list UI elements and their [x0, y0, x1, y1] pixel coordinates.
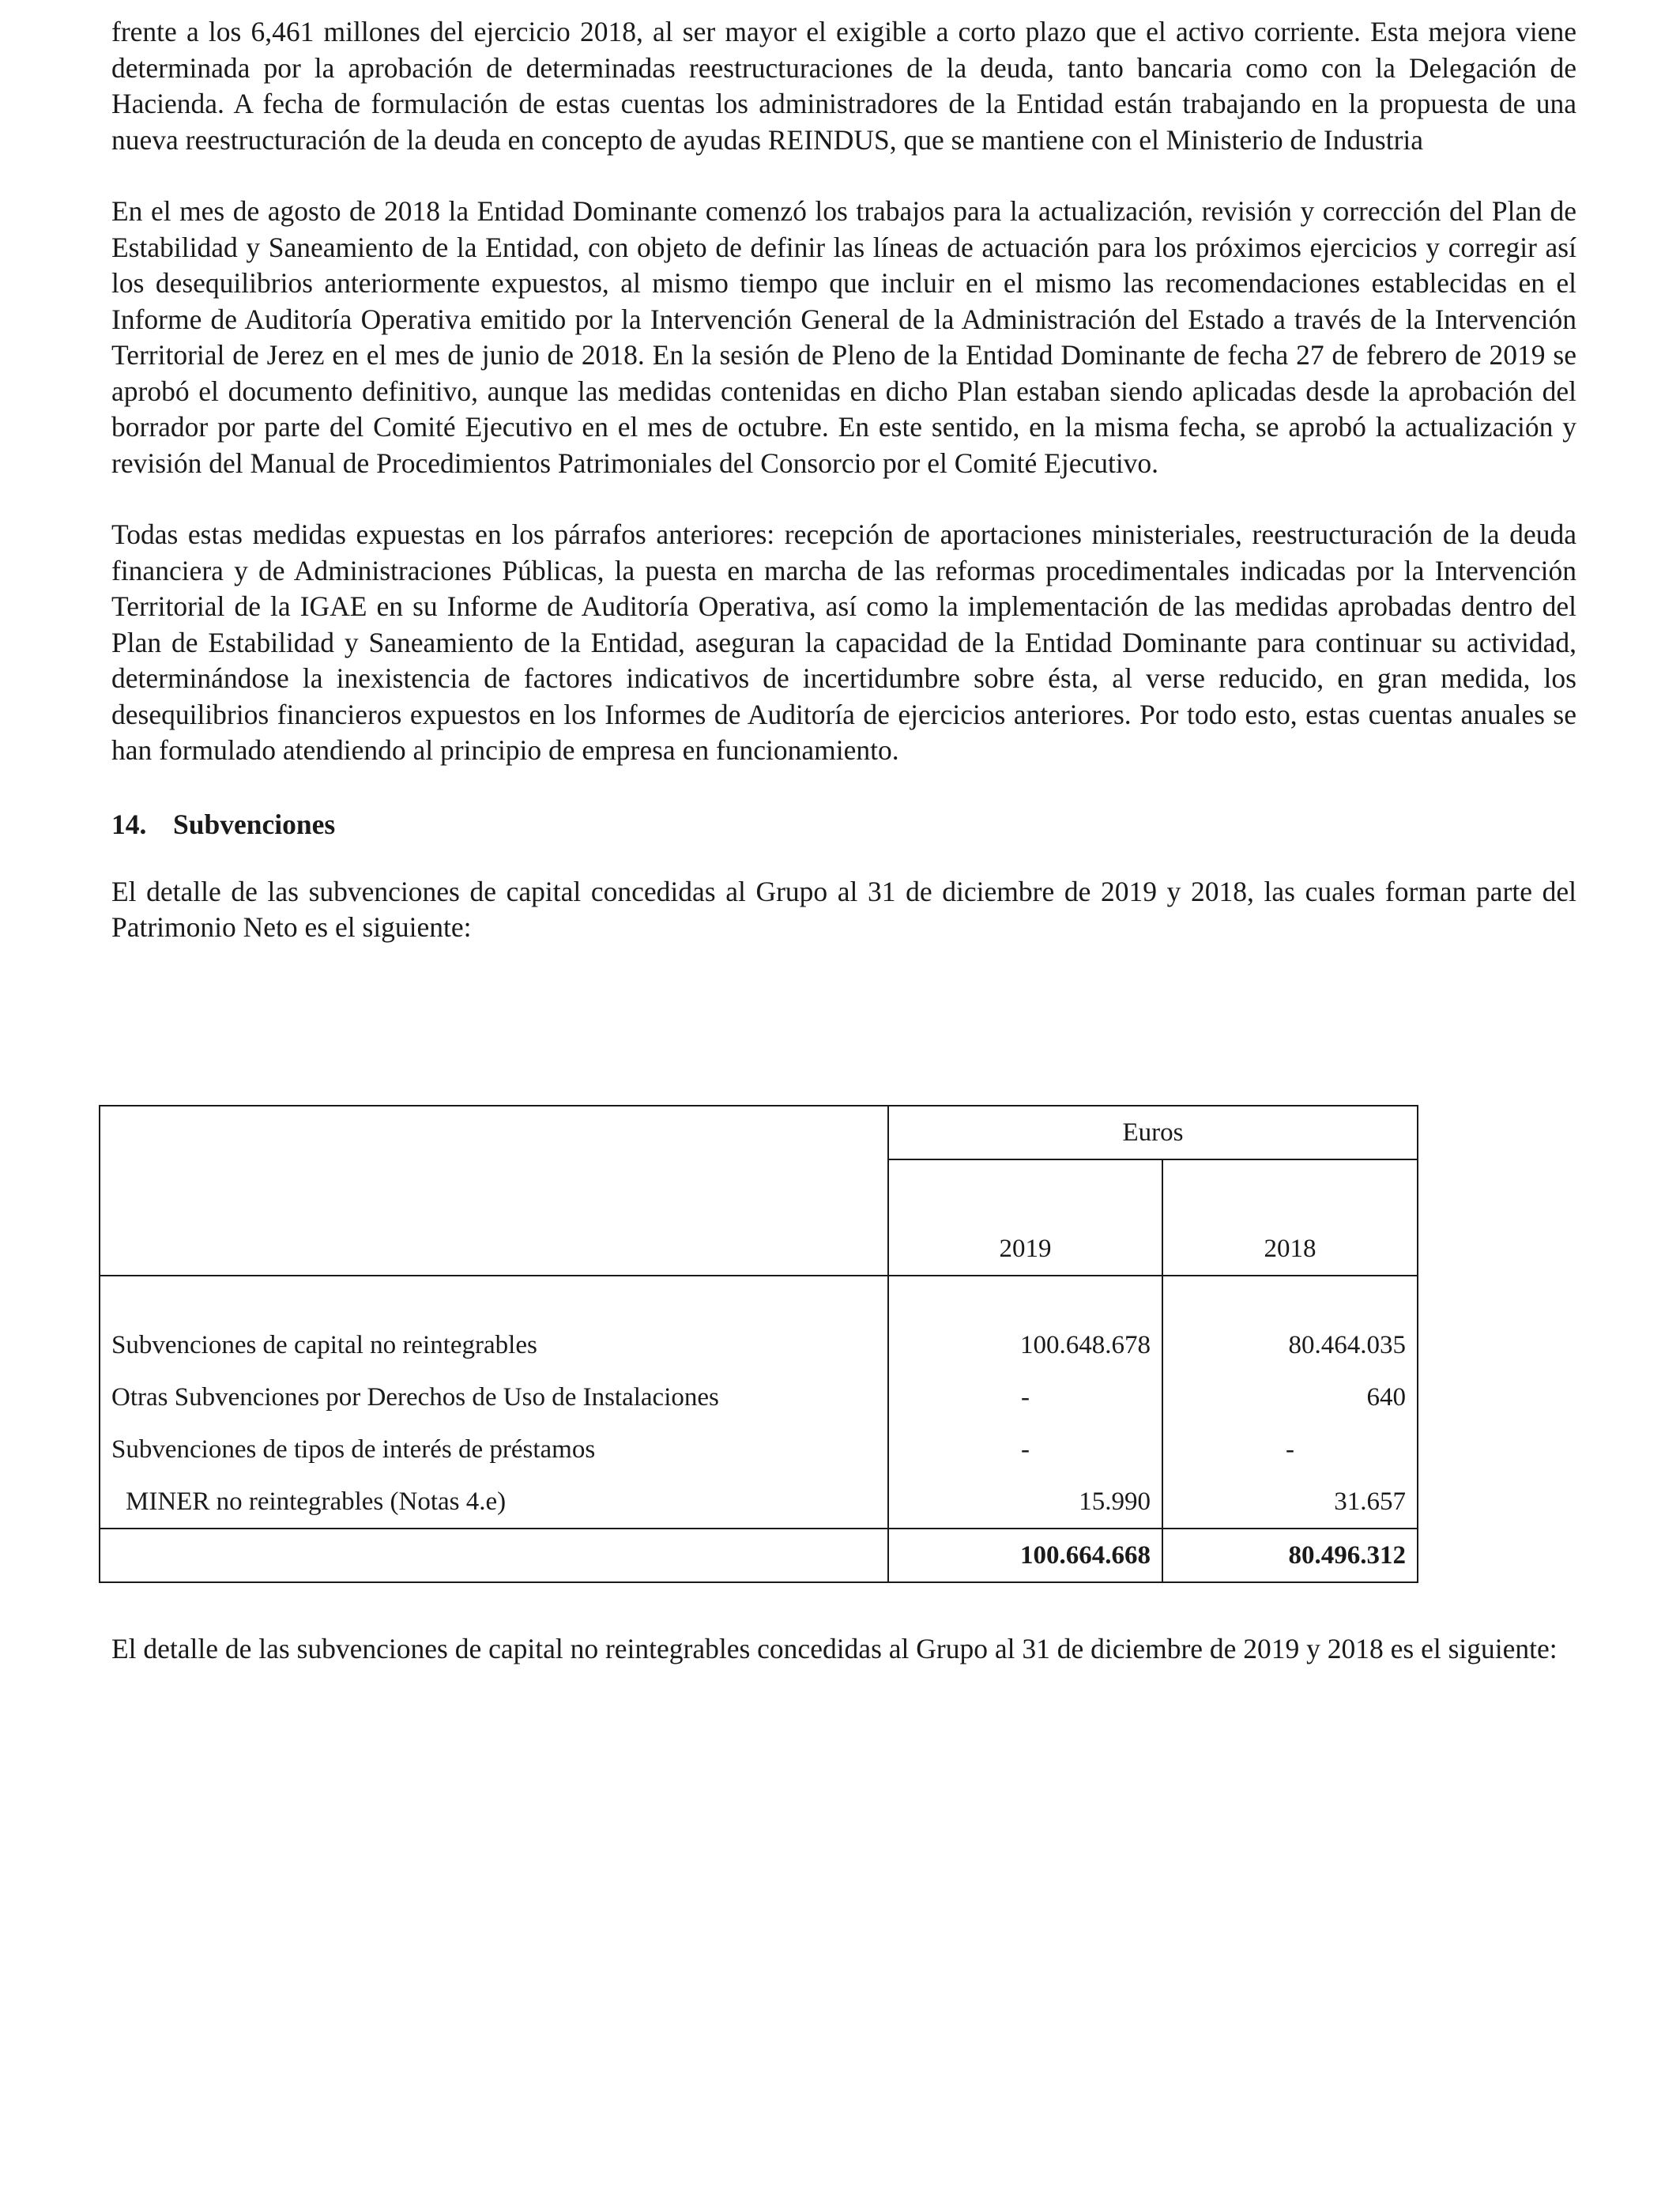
row-label: Otras Subvenciones por Derechos de Uso de Instalaciones: [100, 1371, 888, 1423]
paragraph-working-capital: frente a los 6,461 millones del ejercicio 2018, al ser mayor el exigible a corto plazo que el activo corriente. Esta mejora viene determinada por la aprobación de determinadas reestructuraciones de la deuda, tanto bancaria como con la Delegación de Hacienda. A fecha de formulación de estas cuentas los administradores de la Entidad están trabajando en la propuesta de una nueva reestructuración de la deuda en concepto de ayudas REINDUS, que se mantiene con el Ministerio de Industria: [111, 16, 1576, 156]
total-2019: 100.664.668: [888, 1529, 1162, 1582]
row-label: Subvenciones de tipos de interés de préstamos: [100, 1423, 888, 1476]
row-value-2018: -: [1162, 1423, 1418, 1476]
row-value-2018: 31.657: [1162, 1476, 1418, 1529]
paragraph-stability-plan: En el mes de agosto de 2018 la Entidad Dominante comenzó los trabajos para la actualización, revisión y corrección del Plan de Estabilidad y Saneamiento de la Entidad, con objeto de definir las líneas de actuación para los próximos ejercicios y corregir así los desequilibrios anteriormente expuestos, al mismo tiempo que incluir en el mismo las recomendaciones establecidas en el Informe de Auditoría Operativa emitido por la Intervención General de la Administración del Estado a través de la Intervención Territorial de Jerez en el mes de junio de 2018. En la sesión de Pleno de la Entidad Dominante de fecha 27 de febrero de 2019 se aprobó el documento definitivo, aunque las medidas contenidas en dicho Plan estaban siendo aplicadas desde la aprobación del borrador por parte del Comité Ejecutivo en el mes de octubre. En este sentido, en la misma fecha, se aprobó la actualización y revisión del Manual de Procedimientos Patrimoniales del Consorcio por el Comité Ejecutivo.: [111, 195, 1576, 479]
row-label: Subvenciones de capital no reintegrables: [100, 1319, 888, 1371]
table-row: [100, 1319, 1418, 1371]
paragraph-next-detail: El detalle de las subvenciones de capital no reintegrables concedidas al Grupo al 31 de diciembre de 2019 y 2018 es el siguiente:: [111, 1633, 1558, 1664]
subsidies-table: [99, 1105, 1418, 1583]
paragraph-going-concern: Todas estas medidas expuestas en los párrafos anteriores: recepción de aportaciones ministeriales, reestructuración de la deuda financiera y de Administraciones Públicas, la puesta en marcha de las reformas procedimentales indicadas por la Intervención Territorial de la IGAE en su Informe de Auditoría Operativa, así como la implementación de las medidas aprobadas dentro del Plan de Estabilidad y Saneamiento de la Entidad, aseguran la capacidad de la Entidad Dominante para continuar su actividad, determinándose la inexistencia de factores indicativos de incertidumbre sobre ésta, al verse reducido, en gran medida, los desequilibrios financieros expuestos en los Informes de Auditoría de ejercicios anteriores. Por todo esto, estas cuentas anuales se han formulado atendiendo al principio de empresa en funcionamiento.: [111, 518, 1576, 766]
year-header-2018: 2018: [1162, 1159, 1418, 1276]
row-value-2019: 15.990: [888, 1476, 1162, 1529]
section-number: 14.: [111, 808, 147, 840]
table-row: [100, 1423, 1418, 1476]
table-total-row: [100, 1529, 1418, 1582]
table-row: [100, 1476, 1418, 1529]
total-2018: 80.496.312: [1162, 1529, 1418, 1582]
paragraph-table-intro: El detalle de las subvenciones de capital concedidas al Grupo al 31 de diciembre de 2019 y 2018, las cuales forman parte del Patrimonio Neto es el siguiente:: [111, 875, 1576, 943]
document-page: [111, 14, 1576, 946]
table-row: [100, 1371, 1418, 1423]
table-header-blank: [100, 1106, 888, 1276]
section-title: Subvenciones: [173, 808, 336, 840]
row-value-2018: 80.464.035: [1162, 1319, 1418, 1371]
row-value-2019: -: [888, 1371, 1162, 1423]
year-header-2019: 2019: [888, 1159, 1162, 1276]
row-value-2018: 640: [1162, 1371, 1418, 1423]
row-value-2019: -: [888, 1423, 1162, 1476]
row-value-2019: 100.648.678: [888, 1319, 1162, 1371]
section-heading: [111, 807, 1576, 843]
currency-header: Euros: [888, 1106, 1418, 1159]
row-label: MINER no reintegrables (Notas 4.e): [100, 1476, 888, 1529]
